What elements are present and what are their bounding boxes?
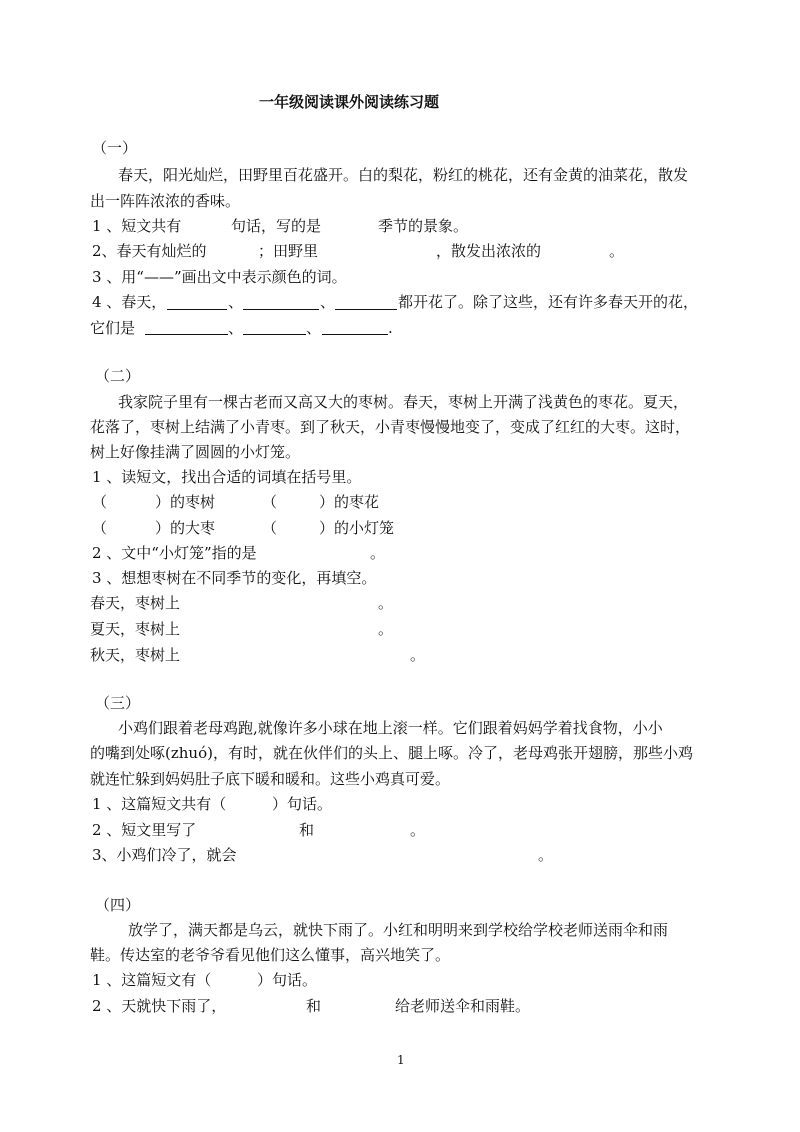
page-title: 一年级阅读课外阅读练习题 — [259, 93, 440, 111]
s1-q3: 3 、用“——”画出文中表示颜色的词。 — [92, 268, 347, 286]
s2-paragraph-line-3: 树上好像挂满了圆圆的小灯笼。 — [90, 443, 301, 461]
s3-q3-prefix: 3、小鸡们冷了，就会 — [92, 846, 237, 864]
s1-q4-sep-2: 、 — [320, 293, 336, 311]
s1-q1-suffix: 季节的景象。 — [378, 217, 469, 235]
s2-autumn: 秋天，枣树上 — [90, 646, 181, 664]
s1-q2-end: 。 — [609, 242, 625, 260]
s1-q4-blank-3[interactable] — [335, 309, 397, 310]
s2-autumn-end: 。 — [410, 646, 426, 664]
s1-q4-prefix: 4 、春天， — [92, 293, 167, 311]
s2-spring-end: 。 — [378, 594, 394, 612]
s4-q2-prefix: 2 、天就快下雨了， — [92, 997, 227, 1015]
s1-q4-continuation: 都开花了。除了这些，还有许多春天开的花， — [398, 293, 699, 311]
s4-paragraph-line-1: 放学了，满天都是乌云，就快下雨了。小红和明明来到学校给学校老师送雨伞和雨 — [128, 921, 669, 939]
s2-fill-big-jujube: ）的大枣 — [155, 519, 216, 537]
s3-q2-prefix: 2 、短文里写了 — [92, 821, 197, 839]
s2-paren-open-3: （ — [92, 519, 108, 537]
s1-paragraph-line-1: 春天，阳光灿烂，田野里百花盛开。白的梨花，粉红的桃花，还有金黄的油菜花，散发 — [118, 166, 689, 184]
s2-paren-open-4: （ — [262, 519, 278, 537]
s1-paragraph-line-2: 出一阵阵浓浓的香味。 — [90, 192, 241, 210]
s4-paragraph-line-2: 鞋。传达室的老爷爷看见他们这么懂事，高兴地笑了。 — [90, 946, 451, 964]
s2-fill-jujube-tree: ）的枣树 — [155, 493, 216, 511]
s1-q4-blank-4[interactable] — [145, 334, 228, 335]
s4-q2-and: 和 — [306, 997, 322, 1015]
s3-q2-and: 和 — [299, 821, 315, 839]
s2-paragraph-line-2: 花落了，枣树上结满了小青枣。到了秋天，小青枣慢慢地变了，变成了红红的大枣。这时， — [90, 418, 691, 436]
s2-q3: 3 、想想枣树在不同季节的变化，再填空。 — [92, 569, 377, 587]
section-1-heading: （一） — [92, 139, 138, 157]
page-number: 1 — [397, 1053, 405, 1067]
s4-q2-suffix: 给老师送伞和雨鞋。 — [395, 997, 531, 1015]
s1-q4-end: . — [388, 319, 393, 337]
s1-q1-prefix: 1 、短文共有 — [92, 217, 182, 235]
s3-paragraph-line-2: 的嘴到处啄(zhuó)，有时，就在伙伴们的头上、腿上啄。冷了，老母鸡张开翅膀，那些小鸡 — [90, 744, 693, 762]
s1-q4-line-2-prefix: 它们是 — [90, 319, 136, 337]
s2-paren-open-2: （ — [262, 493, 278, 511]
s2-summer: 夏天，枣树上 — [90, 620, 181, 638]
s1-q2-part2: ；田野里 — [258, 242, 319, 260]
s2-fill-jujube-flower: ）的枣花 — [319, 493, 380, 511]
s3-q1-prefix: 1 、这篇短文共有（ — [92, 795, 227, 813]
s2-fill-lantern: ）的小灯笼 — [319, 519, 395, 537]
s2-q2-end: 。 — [370, 544, 386, 562]
s2-q2: 2 、文中“小灯笼”指的是 — [92, 544, 257, 562]
section-3-heading: （三） — [95, 694, 141, 712]
s4-q1-prefix: 1 、这篇短文有（ — [92, 971, 212, 989]
s3-paragraph-line-3: 就连忙躲到妈妈肚子底下暖和暖和。这些小鸡真可爱。 — [90, 770, 451, 788]
s2-spring: 春天，枣树上 — [90, 594, 181, 612]
s1-q4-blank-5[interactable] — [243, 334, 306, 335]
s3-paragraph-line-1: 小鸡们跟着老母鸡跑,就像许多小球在地上滚一样。它们跟着妈妈学着找食物，小小 — [118, 719, 663, 737]
s3-q3-end: 。 — [538, 846, 554, 864]
s2-q1: 1 、读短文，找出合适的词填在括号里。 — [92, 468, 362, 486]
section-4-heading: （四） — [95, 896, 141, 914]
s3-q1-suffix: ）句话。 — [272, 795, 333, 813]
s2-summer-end: 。 — [378, 620, 394, 638]
s3-q2-end: 。 — [410, 821, 426, 839]
s1-q4-blank-1[interactable] — [167, 309, 227, 310]
s1-q2-prefix: 2、春天有灿烂的 — [92, 242, 207, 260]
s1-q4-sep-1: 、 — [228, 293, 244, 311]
s1-q2-part3: ，散发出浓浓的 — [436, 242, 542, 260]
s1-q4-sep-4: 、 — [306, 319, 322, 337]
s2-paragraph-line-1: 我家院子里有一棵古老而又高又大的枣树。春天，枣树上开满了浅黄色的枣花。夏天， — [118, 393, 689, 411]
s1-q1-middle: 句话，写的是 — [231, 217, 322, 235]
s1-q4-sep-3: 、 — [228, 319, 244, 337]
s1-q4-blank-2[interactable] — [243, 309, 319, 310]
s4-q1-suffix: ）句话。 — [257, 971, 318, 989]
s1-q4-blank-6[interactable] — [322, 334, 388, 335]
section-2-heading: （二） — [95, 367, 141, 385]
s2-paren-open-1: （ — [92, 493, 108, 511]
